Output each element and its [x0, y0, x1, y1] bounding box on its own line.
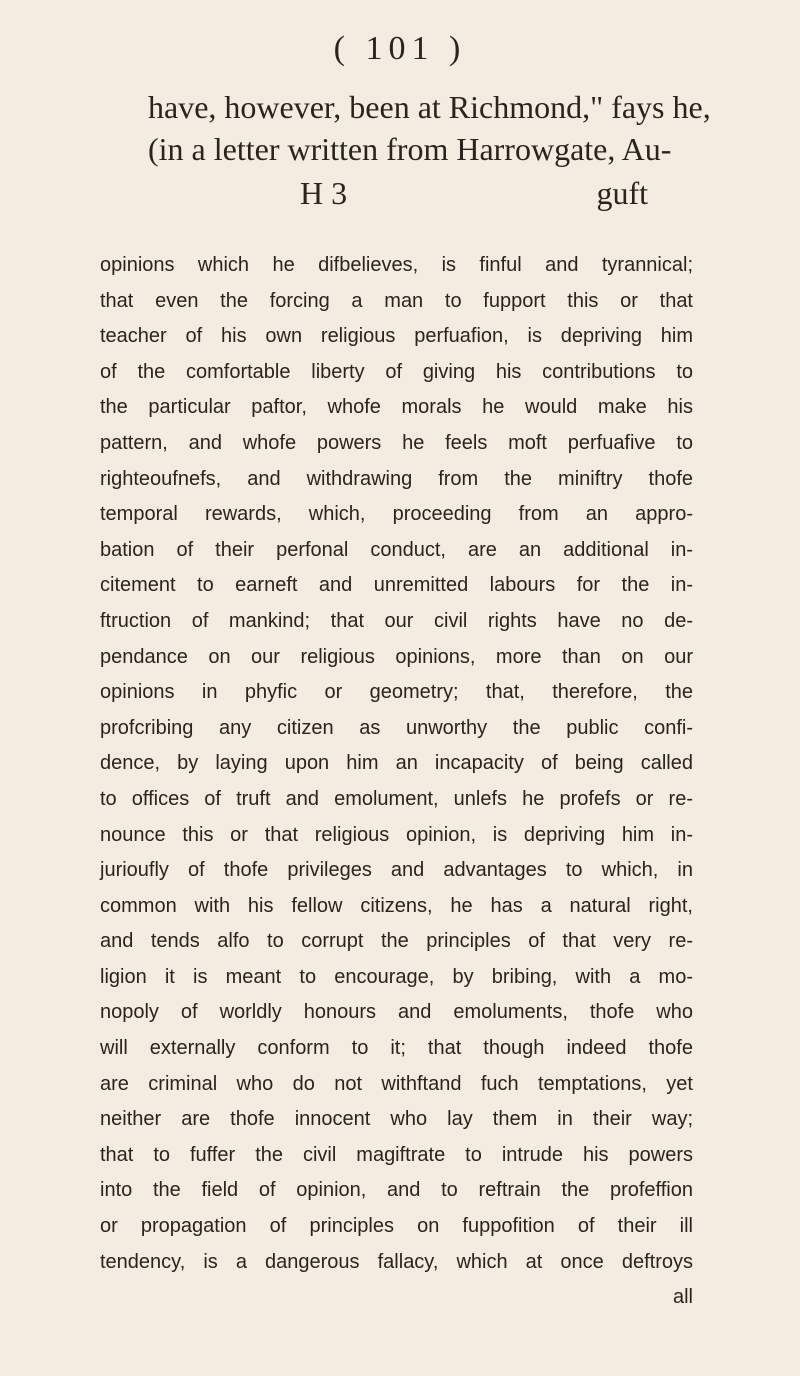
text-line: teacher of his own religious perfuafion, is depriving him: [100, 325, 693, 348]
text-line: the particular paftor, whofe morals he would make his: [100, 396, 693, 419]
signature-mark: H 3: [300, 175, 348, 211]
text-line: temporal rewards, which, proceeding from an appro-: [100, 503, 693, 526]
text-line: jurioufly of thofe privileges and advantages to which, in: [100, 859, 693, 882]
catchword: all: [672, 1286, 693, 1308]
header-text: [148, 86, 711, 170]
text-line: are criminal who do not withftand fuch temptations, yet: [100, 1072, 693, 1095]
text-line: opinions in phyfic or geometry; that, therefore, the: [100, 681, 693, 704]
text-line: opinions which he difbelieves, is finful and tyrannical;: [100, 254, 693, 276]
text-line: pattern, and whofe powers he feels moft perfuafive to: [100, 431, 693, 454]
text-line: into the field of opinion, and to reftrain the profeffion: [100, 1179, 693, 1202]
text-line: common with his fellow citizens, he has a natural right,: [100, 894, 693, 917]
text-line: that to fuffer the civil magiftrate to intrude his powers: [100, 1143, 693, 1166]
header-line: (in a letter written from Harrowgate, Au-: [148, 131, 672, 167]
text-line: ligion it is meant to encourage, by bribing, with a mo-: [100, 965, 693, 988]
text-line: profcribing any citizen as unworthy the public confi-: [100, 716, 693, 739]
text-line: nopoly of worldly honours and emoluments, thofe who: [100, 1001, 693, 1024]
text-line: to offices of truft and emolument, unlefs he profefs or re-: [100, 787, 693, 810]
text-line: citement to earneft and unremitted labours for the in-: [100, 574, 693, 597]
body-text: [100, 248, 693, 1280]
page-number: ( 101 ): [333, 30, 467, 67]
header-line: have, however, been at Richmond," fays he,: [148, 89, 711, 125]
text-line: will externally conform to it; that though indeed thofe: [100, 1037, 693, 1060]
text-line: and tends alfo to corrupt the principles of that very re-: [100, 930, 693, 953]
text-line: bation of their perfonal conduct, are an additional in-: [100, 538, 693, 561]
header-catchword: guft: [596, 175, 648, 211]
text-line: ftruction of mankind; that our civil rights have no de-: [100, 609, 693, 632]
text-line: neither are thofe innocent who lay them in their way;: [100, 1108, 693, 1131]
text-line: dence, by laying upon him an incapacity of being called: [100, 752, 693, 775]
text-line: nounce this or that religious opinion, is depriving him in-: [100, 823, 693, 846]
text-line: or propagation of principles on fuppofition of their ill: [100, 1215, 693, 1238]
text-line: pendance on our religious opinions, more than on our: [100, 645, 693, 668]
text-line: righteoufnefs, and withdrawing from the miniftry thofe: [100, 467, 693, 490]
text-line: tendency, is a dangerous fallacy, which at once deftroys: [100, 1250, 693, 1273]
text-line: of the comfortable liberty of giving his contributions to: [100, 360, 693, 383]
text-line: that even the forcing a man to fupport this or that: [100, 289, 693, 312]
